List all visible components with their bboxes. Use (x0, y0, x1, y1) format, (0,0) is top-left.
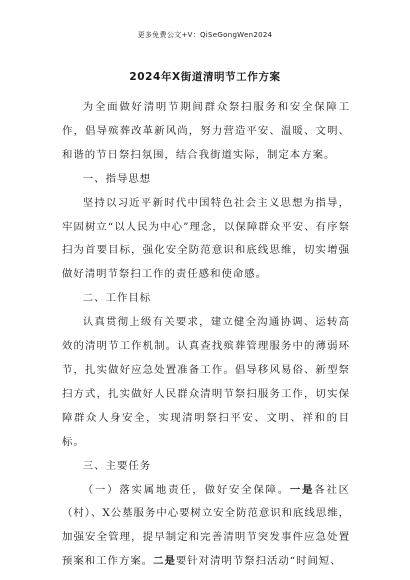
task-one-lead: （一）落实属地责任，做好安全保障。 (82, 483, 290, 496)
guiding-ideology-paragraph: 坚持以习近平新时代中国特色社会主义思想为指导，牢固树立“以人民为中心”理念，以保障群众平安、有序祭扫为首要目标，强化安全防范意识和底线思维，切实增强做好清明节祭扫工作的责任感和使命感。 (62, 196, 350, 281)
intro-paragraph: 为全面做好清明节期间群众祭扫服务和安全保障工作，倡导殡葬改革新风尚，努力营造平安、温暖、文明、和谐的节日祭扫氛围，结合我街道实际，制定本方案。 (62, 101, 350, 161)
section-heading-main-tasks: 三、主要任务 (82, 459, 152, 472)
task-one-point-one-text: 各社区（村）、X公墓服务中心要树立安全防范意识和底线思维，加强安全管理，提早制定和完善清明节突发事件应急处置预案和工作方案。 (62, 483, 351, 568)
section-heading-guiding-ideology: 一、指导思想 (82, 172, 152, 185)
task-one-point-one-marker: 一是 (289, 483, 315, 496)
document-body (62, 96, 350, 574)
task-one-paragraph (62, 479, 350, 575)
task-one-point-two-text: 要针对清明节祭扫活动“时间短、 (175, 555, 342, 568)
work-goals-paragraph: 认真贯彻上级有关要求，建立健全沟通协调、运转高效的清明节工作机制。认真查找殡葬管理服务中的薄弱环节，扎实做好应急处置准备工作。倡导移风易俗、新型祭扫方式，扎实做好人民群众清明节祭扫服务工作，切实保障群众人身安全，实现清明祭扫平安、文明、祥和的目标。 (62, 316, 350, 448)
task-one-point-two-marker: 二是 (153, 555, 176, 568)
document-title: 2024年X街道清明节工作方案 (129, 71, 281, 83)
header-note: 更多免费公文+V：QiSeGongWen2024 (137, 31, 273, 39)
section-heading-work-goals: 二、工作目标 (82, 292, 152, 305)
